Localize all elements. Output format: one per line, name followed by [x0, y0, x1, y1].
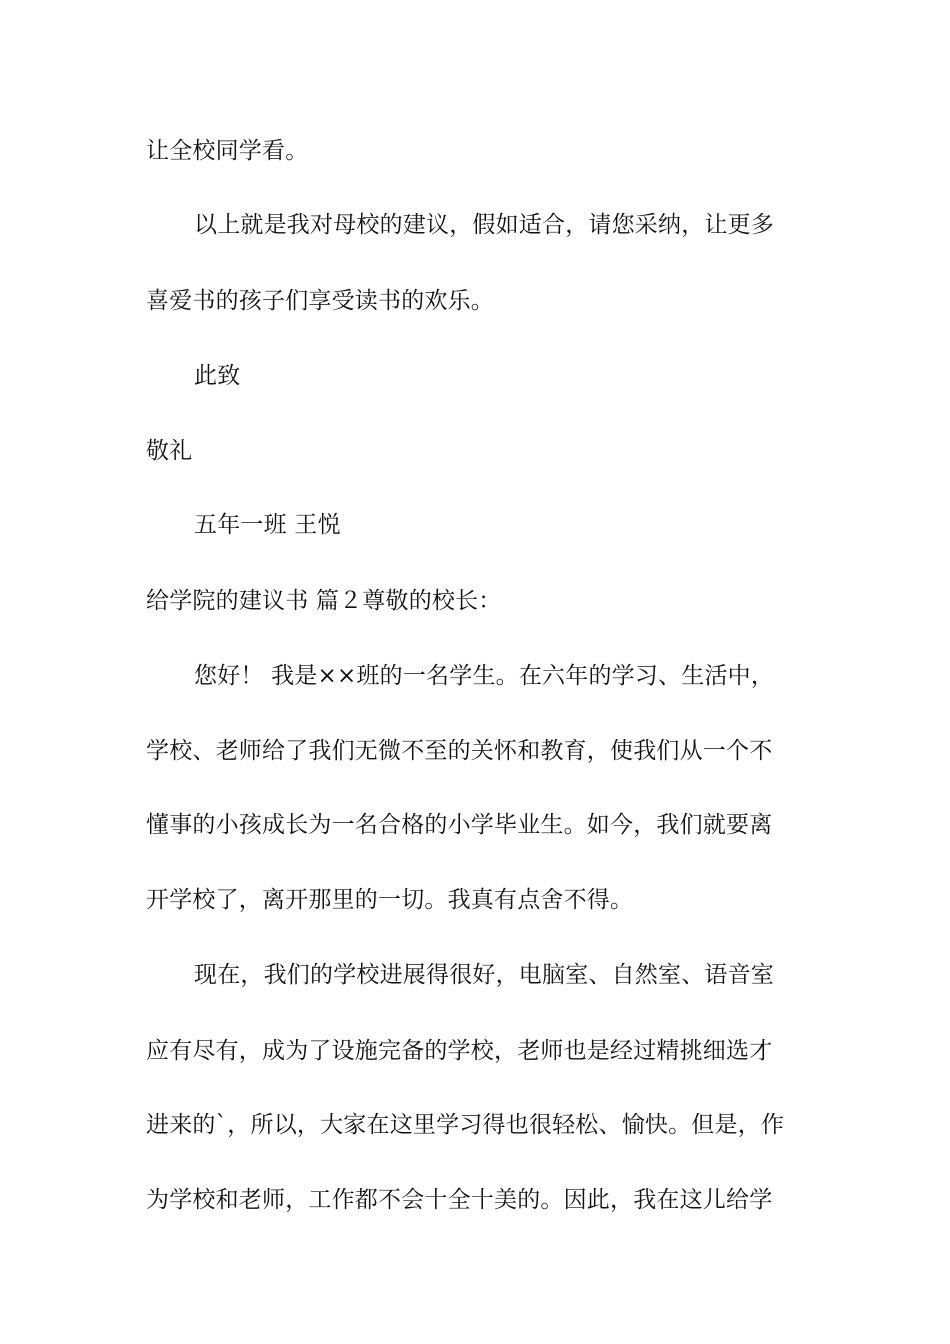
- text-line: 懂事的小孩成长为一名合格的小学毕业生。如今，我们就要离: [146, 812, 773, 838]
- text-line: 开学校了，离开那里的一切。我真有点舍不得。: [146, 887, 634, 913]
- text-line: 进来的`，所以，大家在这里学习得也很轻松、愉快。但是，作: [146, 1112, 785, 1138]
- text-line: 学校、老师给了我们无微不至的关怀和教育，使我们从一个不: [146, 738, 773, 764]
- signature: 五年一班 王悦: [194, 512, 341, 538]
- text-line: 以上就是我对母校的建议，假如适合，请您采纳，让更多: [194, 212, 774, 238]
- text-line: 应有尽有，成为了设施完备的学校，老师也是经过精挑细选才: [146, 1038, 773, 1064]
- text-line: 现在，我们的学校进展得很好，电脑室、自然室、语音室: [194, 962, 774, 988]
- salutation-closing: 此致: [194, 363, 241, 389]
- text-line: 您好！ 我是××班的一名学生。在六年的学习、生活中，: [194, 663, 775, 689]
- section-heading: 给学院的建议书 篇２尊敬的校长：: [146, 588, 502, 614]
- text-line: 喜爱书的孩子们享受读书的欢乐。: [146, 288, 494, 314]
- text-line: 让全校同学看。: [146, 138, 309, 164]
- salutation-regards: 敬礼: [146, 438, 193, 464]
- text-line: 为学校和老师，工作都不会十全十美的。因此，我在这儿给学: [146, 1187, 773, 1213]
